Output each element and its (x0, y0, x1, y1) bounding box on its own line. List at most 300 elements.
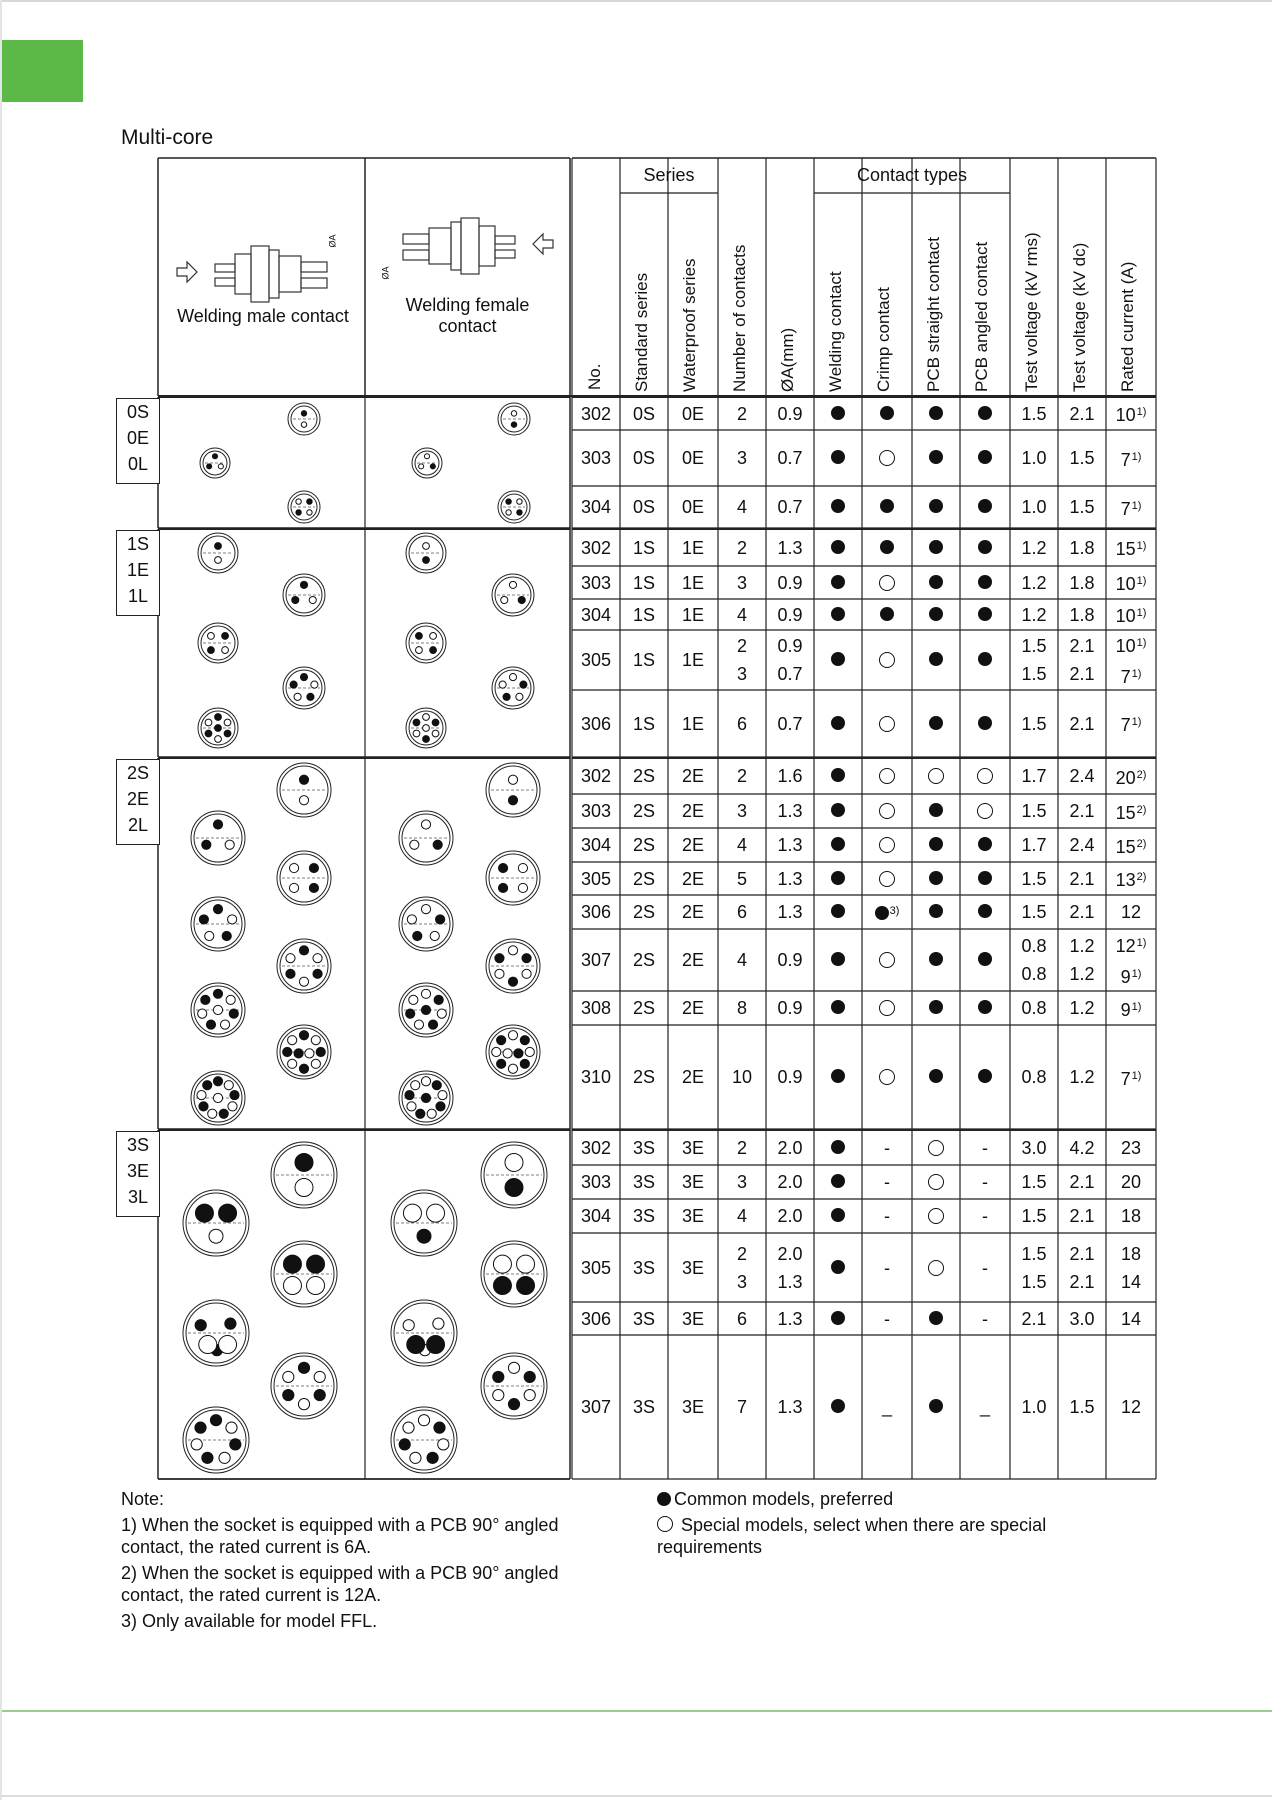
filled-dot-icon (831, 450, 845, 464)
table-cell-pcbs (912, 1302, 960, 1335)
table-cell-dia (766, 862, 814, 895)
filled-dot-icon (929, 406, 943, 420)
table-cell-pcbs (912, 1130, 960, 1165)
cell-value: 0.8 (1021, 998, 1047, 1018)
table-cell-weld (814, 991, 862, 1025)
table-cell-pcba: - (982, 1137, 988, 1158)
table-cell-cur (1106, 895, 1156, 929)
table-cell-n (718, 630, 766, 690)
column-header-number-of-contacts: Number of contacts (730, 244, 749, 392)
table-cell-crimp: - (884, 1257, 890, 1278)
table-cell-pcbs (912, 486, 960, 528)
table-cell-pcba (960, 566, 1010, 599)
table-cell-pcba (960, 929, 1010, 991)
column-header-rated-current: Rated current (A) (1118, 261, 1137, 392)
open-circle-icon (879, 716, 895, 732)
table-cell-std: 3S (632, 1397, 656, 1417)
table-cell-rms (1010, 1302, 1058, 1335)
table-cell-cur (1106, 758, 1156, 794)
table-cell-rms (1010, 1335, 1058, 1479)
table-cell-pcbs (912, 1233, 960, 1302)
cell-value: 3.0 (1069, 1308, 1095, 1329)
column-group-contact-types: Contact types (856, 165, 968, 185)
cell-value: 1.5 (1069, 448, 1095, 468)
table-cell-n (718, 929, 766, 991)
filled-dot-icon (978, 499, 992, 513)
series-tag-code: 0E (126, 428, 150, 448)
pin-layout-2-308-male-icon (191, 983, 245, 1037)
cell-value: 1.5 (1021, 1206, 1047, 1226)
cell-value: 1.8 (1069, 537, 1095, 558)
filled-dot-icon (831, 803, 845, 817)
table-cell-pcba (960, 862, 1010, 895)
rated-current-value: 14 (1120, 1271, 1142, 1292)
table-cell-dia (766, 991, 814, 1025)
cell-value: 1.5 (1021, 1172, 1047, 1192)
table-cell-weld (814, 397, 862, 430)
filled-dot-icon (831, 904, 845, 918)
table-cell-weld (814, 486, 862, 528)
note-1: 1) When the socket is equipped with a PCB 90° angled contact, the rated current is 6A. (121, 1515, 559, 1557)
table-cell-crimp (862, 794, 912, 828)
table-cell-cur (1106, 1025, 1156, 1129)
table-cell-dia (766, 630, 814, 690)
table-cell-weld (814, 1302, 862, 1335)
legend-filled-text: Common models, preferred (674, 1489, 894, 1509)
pin-layout-3-303-male-icon (183, 1190, 249, 1256)
table-cell-cur (1106, 1130, 1156, 1165)
pin-layout-2-306-male-icon (277, 939, 331, 993)
table-cell-rms (1010, 1025, 1058, 1129)
filled-dot-icon (929, 450, 943, 464)
table-cell-cur (1106, 529, 1156, 566)
table-cell-crimp (862, 599, 912, 630)
cell-value: 1.3 (777, 835, 803, 855)
dimension-label-female: ØA (380, 266, 391, 280)
cell-value: 2.1 (1069, 801, 1095, 821)
filled-dot-icon (978, 406, 992, 420)
cell-value: 2.1 (1069, 713, 1095, 734)
table-cell-pcbs (912, 529, 960, 566)
cell-value: 0.7 (777, 713, 803, 734)
table-cell-wp: 0E (681, 497, 705, 517)
table-cell-no: 306 (580, 713, 612, 734)
series-group-tag (116, 1131, 160, 1217)
pin-layout-2-303-female-icon (399, 811, 453, 865)
cell-value: 1.5 (1021, 664, 1047, 684)
pin-layout-302-male-icon (288, 403, 320, 435)
cell-value: 2 (736, 766, 747, 786)
cell-value: 8 (736, 998, 747, 1018)
open-circle-icon (977, 768, 993, 784)
table-cell-no: 307 (580, 950, 612, 970)
open-circle-icon (879, 768, 895, 784)
table-cell-wp: 2E (681, 766, 705, 786)
cell-value: 0.9 (777, 604, 803, 625)
table-cell-n (718, 1130, 766, 1165)
table-cell-n (718, 991, 766, 1025)
pin-layout-2-304-female-icon (486, 851, 540, 905)
rated-current-value: 13$^{2)}$ (1115, 870, 1147, 890)
cell-value: 0.9 (777, 636, 803, 656)
table-cell-dia (766, 529, 814, 566)
table-cell-rms (1010, 430, 1058, 486)
cell-value: 1.2 (1069, 936, 1095, 956)
table-cell-weld (814, 862, 862, 895)
cell-value: 1.3 (777, 902, 803, 922)
table-cell-rms (1010, 486, 1058, 528)
table-cell-no: 303 (580, 801, 612, 821)
cell-value: 1.3 (777, 537, 803, 558)
table-cell-no: 304 (580, 835, 612, 855)
filled-dot-icon (978, 1069, 992, 1083)
table-cell-rms (1010, 630, 1058, 690)
open-circle-icon (879, 1000, 895, 1016)
table-cell-std: 3S (632, 1257, 656, 1278)
filled-dot-icon (929, 1399, 943, 1413)
series-tag-code: 1S (126, 534, 150, 554)
table-cell-dia (766, 794, 814, 828)
table-cell-std: 2S (632, 950, 656, 970)
table-cell-wp: 1E (681, 604, 705, 625)
table-cell-wp: 2E (681, 950, 705, 970)
female-contact-label: Welding female contact (405, 295, 530, 336)
table-cell-dia (766, 599, 814, 630)
pin-layout-3-303-female-icon (391, 1190, 457, 1256)
pin-layout-2-305-male-icon (191, 897, 245, 951)
table-cell-weld (814, 529, 862, 566)
filled-dot-icon (929, 540, 943, 554)
table-cell-dc (1058, 1165, 1106, 1199)
pin-layout-3-306-male-icon (271, 1353, 337, 1419)
filled-dot-icon (831, 1208, 845, 1222)
table-cell-cur (1106, 862, 1156, 895)
column-header-pcb-straight-contact: PCB straight contact (924, 237, 943, 392)
filled-dot-icon (831, 499, 845, 513)
table-cell-no: 304 (580, 1206, 612, 1226)
table-cell-dia (766, 1199, 814, 1233)
rated-current-value: 15$^{2)}$ (1115, 802, 1147, 823)
table-cell-dia (766, 430, 814, 486)
table-cell-crimp (862, 828, 912, 862)
cell-value: 1.6 (777, 766, 803, 786)
pin-layout-1-306-male-icon (198, 708, 238, 748)
column-header-diameter-a: ØA(mm) (778, 327, 797, 392)
filled-dot-icon (929, 1000, 943, 1014)
pin-layout-3-302-female-icon (481, 1142, 547, 1208)
legend (657, 1488, 1127, 1562)
table-cell-n (718, 1025, 766, 1129)
section-title: Multi-core (121, 126, 214, 149)
table-cell-crimp: 3) (862, 895, 912, 929)
rated-current-value: 7$^{1)}$ (1120, 667, 1142, 687)
table-cell-weld (814, 1335, 862, 1479)
filled-dot-icon (880, 499, 894, 513)
table-cell-n (718, 828, 766, 862)
table-cell-n (718, 758, 766, 794)
table-cell-pcba (960, 991, 1010, 1025)
table-cell-weld (814, 1199, 862, 1233)
rated-current-value: 18 (1120, 1206, 1142, 1226)
open-circle-icon (928, 1208, 944, 1224)
table-cell-weld (814, 895, 862, 929)
table-cell-std: 2S (632, 801, 656, 821)
table-cell-wp: 0E (681, 448, 705, 468)
table-cell-weld (814, 690, 862, 757)
cell-value: 1.5 (1069, 1397, 1095, 1417)
table-cell-dc (1058, 1335, 1106, 1479)
table-cell-rms (1010, 529, 1058, 566)
table-cell-wp: 1E (681, 713, 705, 734)
table-cell-n (718, 1302, 766, 1335)
table-cell-no: 303 (580, 1172, 612, 1192)
cell-value: 1.5 (1021, 713, 1047, 734)
series-tag-code: 3S (126, 1135, 150, 1155)
table-cell-cur (1106, 1199, 1156, 1233)
filled-dot-icon (831, 1000, 845, 1014)
cell-value: 1.5 (1021, 1271, 1047, 1292)
table-cell-wp: 3E (681, 1206, 705, 1226)
note-2: 2) When the socket is equipped with a PCB 90° angled contact, the rated current is 12A. (121, 1563, 559, 1605)
cell-value: 7 (736, 1397, 747, 1417)
table-cell-rms (1010, 1130, 1058, 1165)
cell-value: 2 (736, 1243, 747, 1264)
cell-value: 1.2 (1021, 604, 1047, 625)
note-3: 3) Only available for model FFL. (121, 1611, 378, 1631)
table-cell-crimp (862, 929, 912, 991)
pin-layout-2-306-female-icon (486, 939, 540, 993)
filled-dot-icon (978, 952, 992, 966)
table-cell-no: 308 (580, 998, 612, 1018)
table-cell-cur (1106, 794, 1156, 828)
table-cell-std: 0S (632, 403, 656, 424)
cell-value: 3 (736, 801, 747, 821)
column-header-standard-series: Standard series (632, 272, 651, 392)
table-cell-crimp (862, 991, 912, 1025)
cell-value: 3 (736, 664, 747, 684)
cell-value: 1.8 (1069, 572, 1095, 593)
table-cell-cur (1106, 828, 1156, 862)
column-group-series: Series (643, 165, 695, 185)
table-cell-n (718, 895, 766, 929)
table-cell-rms (1010, 991, 1058, 1025)
series-tag-code: 3L (127, 1187, 149, 1207)
table-cell-pcbs (912, 895, 960, 929)
rated-current-value: 23 (1120, 1137, 1142, 1158)
table-cell-pcba (960, 529, 1010, 566)
rated-current-value: 7$^{1)}$ (1120, 498, 1142, 519)
series-tag-code: 1E (126, 560, 150, 580)
column-header-waterproof-series: Waterproof series (680, 258, 699, 392)
table-cell-no: 302 (580, 1137, 612, 1158)
pin-layout-3-307-male-icon (183, 1407, 249, 1473)
column-header-no: No. (585, 363, 604, 390)
table-cell-dia (766, 690, 814, 757)
series-tag-code: 0L (127, 454, 149, 474)
table-cell-crimp (862, 566, 912, 599)
pin-layout-302-female-icon (498, 403, 530, 435)
series-tag-code: 1L (127, 586, 149, 606)
table-cell-weld (814, 1165, 862, 1199)
pin-layout-1-303-female-icon (492, 574, 534, 616)
filled-dot-icon (929, 871, 943, 885)
table-cell-pcba (960, 599, 1010, 630)
cell-value: 2.0 (777, 1243, 803, 1264)
cell-value: 2.0 (777, 1206, 803, 1226)
cell-value: 6 (736, 713, 747, 734)
table-cell-dia (766, 828, 814, 862)
cell-value: 4 (736, 1206, 747, 1226)
pin-layout-304-female-icon (498, 491, 530, 523)
table-cell-n (718, 1165, 766, 1199)
table-cell-pcbs (912, 397, 960, 430)
table-cell-pcba: - (982, 1172, 988, 1192)
dimension-label-male: ØA (327, 234, 338, 248)
filled-dot-icon (831, 716, 845, 730)
table-cell-no: 305 (580, 868, 612, 889)
filled-dot-icon (978, 575, 992, 589)
cell-value: 1.7 (1021, 766, 1047, 786)
cell-value: 1.8 (1069, 604, 1095, 625)
table-cell-std: 0S (632, 497, 656, 517)
filled-dot-icon (831, 837, 845, 851)
table-cell-crimp (862, 486, 912, 528)
table-cell-crimp: - (884, 1206, 890, 1226)
table-cell-rms (1010, 566, 1058, 599)
male-connector-icon (177, 246, 327, 302)
cell-value: 1.2 (1021, 537, 1047, 558)
rated-current-value: 10$^{1)}$ (1115, 636, 1147, 656)
table-cell-no: 307 (580, 1397, 612, 1417)
filled-dot-icon (929, 904, 943, 918)
rated-current-value: 14 (1120, 1308, 1142, 1329)
notes (121, 1488, 621, 1636)
cell-value: 0.9 (777, 950, 803, 970)
table-cell-crimp: - (884, 1137, 890, 1158)
cell-value: 3 (736, 1172, 747, 1192)
cell-value: 10 (731, 1067, 753, 1087)
table-cell-dc (1058, 1233, 1106, 1302)
filled-dot-icon (929, 837, 943, 851)
filled-dot-icon (831, 1069, 845, 1083)
table-cell-dc (1058, 1199, 1106, 1233)
filled-dot-icon (831, 871, 845, 885)
cell-value: 4 (736, 604, 747, 625)
table-cell-n (718, 529, 766, 566)
table-cell-n (718, 1199, 766, 1233)
table-cell-cur (1106, 690, 1156, 757)
table-cell-dia (766, 1335, 814, 1479)
table-cell-crimp (862, 529, 912, 566)
open-circle-icon (928, 1140, 944, 1156)
cell-value: 2 (736, 1137, 747, 1158)
column-header-pcb-angled-contact: PCB angled contact (972, 241, 991, 392)
cell-value: 2.1 (1069, 1271, 1095, 1292)
open-circle-icon (879, 652, 895, 668)
table-cell-cur (1106, 929, 1156, 991)
filled-dot-icon (657, 1492, 671, 1506)
table-cell-dc (1058, 794, 1106, 828)
table-cell-pcba (960, 397, 1010, 430)
table-cell-dia (766, 1302, 814, 1335)
table-cell-dc (1058, 929, 1106, 991)
table-cell-crimp: - (884, 1308, 890, 1329)
cell-value: 1.2 (1069, 1067, 1095, 1087)
cell-value: 1.5 (1021, 1243, 1047, 1264)
table-cell-wp: 2E (681, 835, 705, 855)
open-circle-icon (928, 768, 944, 784)
filled-dot-icon (929, 952, 943, 966)
cell-value: 2.4 (1069, 766, 1095, 786)
pin-layout-2-307-male-icon (277, 1025, 331, 1079)
table-cell-dc (1058, 862, 1106, 895)
pin-layout-2-307-female-icon (486, 1025, 540, 1079)
table-cell-rms (1010, 794, 1058, 828)
pin-layout-2-303-male-icon (191, 811, 245, 865)
rated-current-value: 9$^{1)}$ (1120, 967, 1142, 987)
table-cell-no: 302 (580, 403, 612, 424)
table-cell-dc (1058, 430, 1106, 486)
table-cell-wp: 1E (681, 650, 705, 670)
table-cell-rms (1010, 397, 1058, 430)
table-cell-pcbs (912, 991, 960, 1025)
table-cell-n (718, 599, 766, 630)
table-cell-cur (1106, 630, 1156, 690)
table-cell-crimp (862, 430, 912, 486)
pin-layout-1-304-female-icon (406, 623, 446, 663)
table-cell-dia (766, 1233, 814, 1302)
open-circle-icon (879, 803, 895, 819)
table-cell-dc (1058, 397, 1106, 430)
filled-dot-icon (831, 1140, 845, 1154)
table-cell-pcbs (912, 929, 960, 991)
rated-current-value: 12 (1120, 902, 1142, 922)
cell-value: 3 (736, 1271, 747, 1292)
female-connector-icon (403, 218, 553, 274)
pin-layout-303-female-icon (412, 448, 442, 478)
table-cell-pcba (960, 828, 1010, 862)
table-cell-cur (1106, 430, 1156, 486)
table-cell-cur (1106, 1335, 1156, 1479)
rated-current-value: 10$^{1)}$ (1115, 606, 1147, 626)
cell-value: 0.9 (777, 1067, 803, 1087)
rated-current-value: 9$^{1)}$ (1120, 999, 1142, 1020)
filled-dot-icon (929, 575, 943, 589)
filled-dot-icon (978, 652, 992, 666)
cell-value: 4 (736, 835, 747, 855)
filled-dot-icon (978, 871, 992, 885)
filled-dot-icon (978, 607, 992, 621)
pin-layout-303-male-icon (200, 448, 230, 478)
table-cell-rms (1010, 1199, 1058, 1233)
cell-value: 1.5 (1021, 636, 1047, 656)
filled-dot-icon (929, 607, 943, 621)
table-cell-dia (766, 1025, 814, 1129)
open-circle-icon (879, 952, 895, 968)
series-group-tag (116, 759, 160, 845)
pin-layout-3-306-female-icon (481, 1353, 547, 1419)
legend-open (657, 1514, 1127, 1558)
rated-current-value: 20$^{2)}$ (1115, 767, 1147, 788)
filled-dot-icon (929, 652, 943, 666)
open-circle-icon (928, 1174, 944, 1190)
pin-layout-3-304-male-icon (271, 1241, 337, 1307)
table-cell-rms (1010, 1165, 1058, 1199)
cell-value: 0.7 (777, 497, 803, 517)
cell-value: 0.8 (1021, 936, 1047, 956)
table-cell-std: 1S (632, 604, 656, 625)
pin-layout-1-302-female-icon (406, 533, 446, 573)
